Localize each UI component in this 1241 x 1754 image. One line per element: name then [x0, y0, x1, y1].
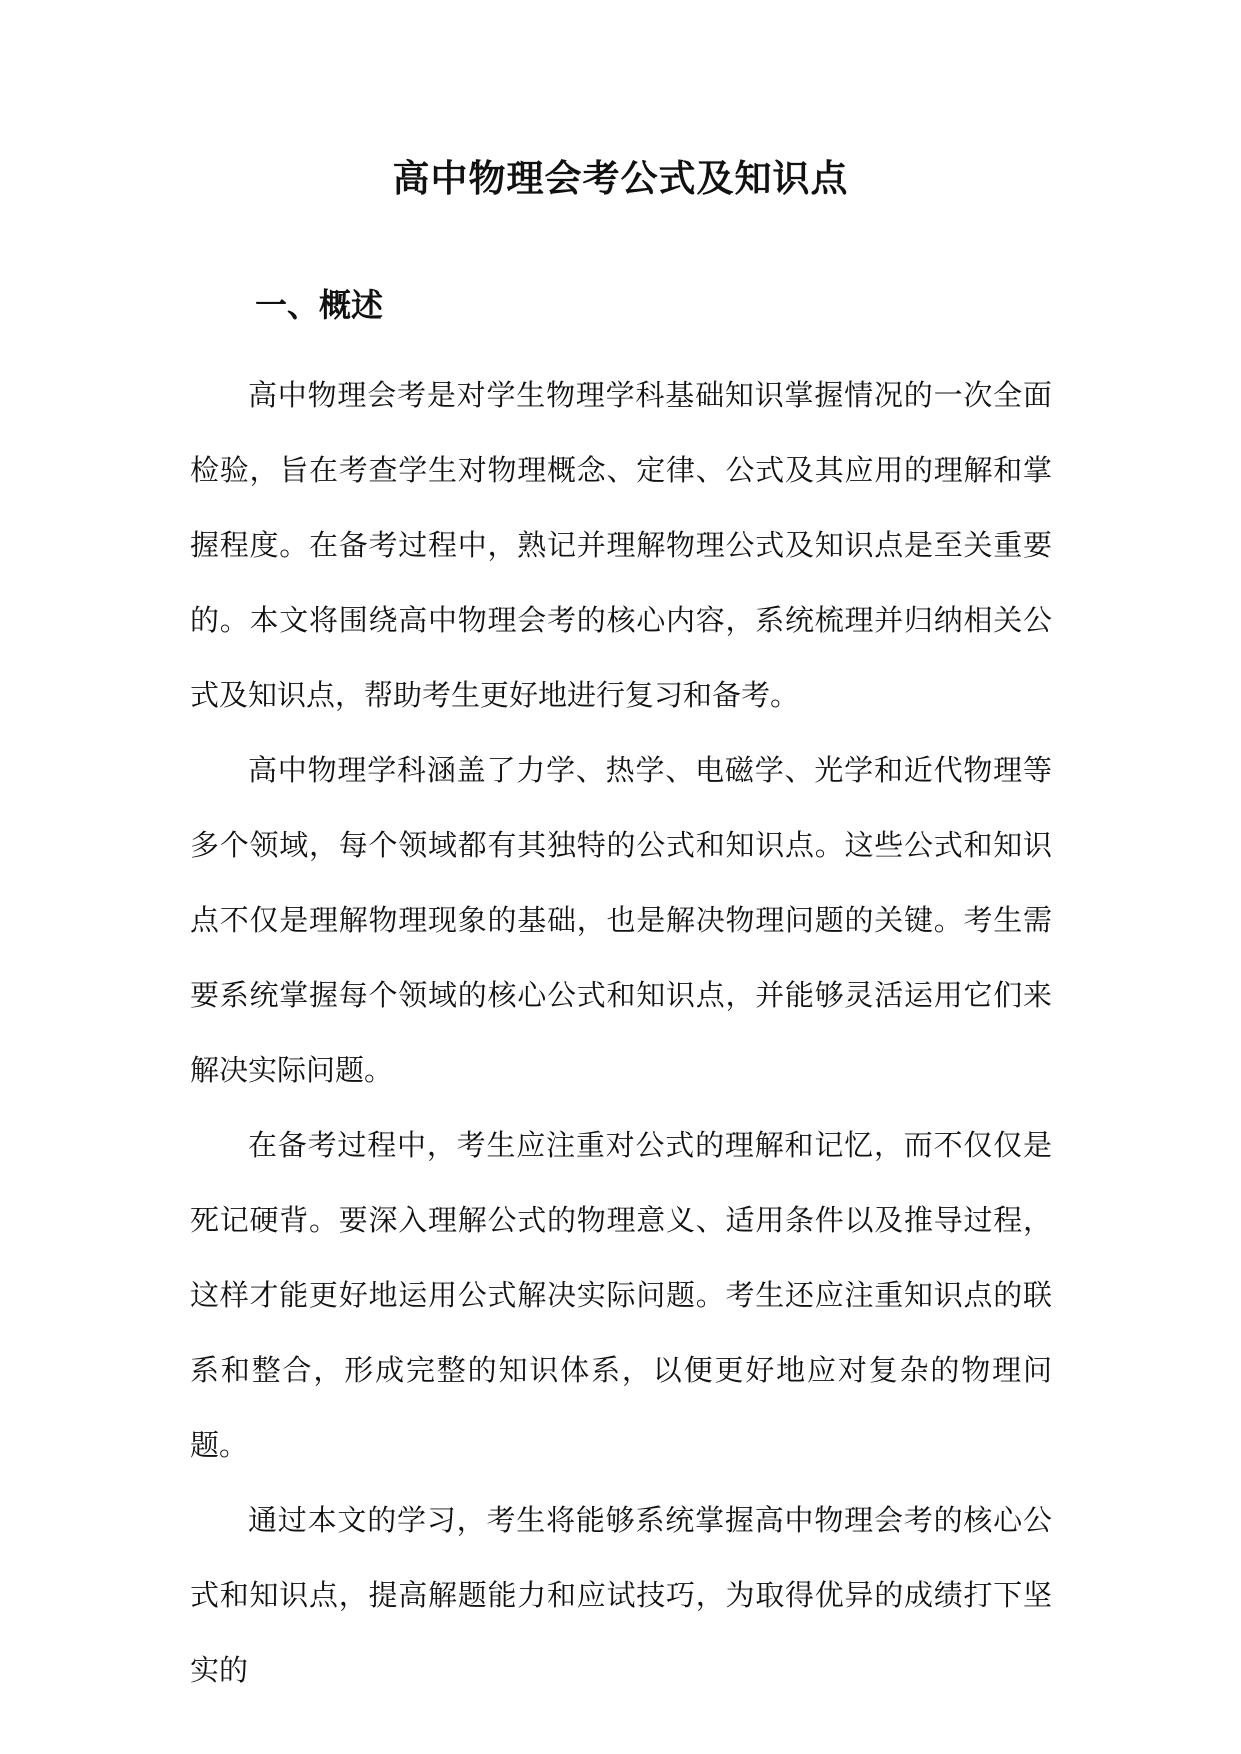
paragraph-4: 通过本文的学习，考生将能够系统掌握高中物理会考的核心公式和知识点，提高解题能力和应试技巧，为取得优异的成绩打下坚实的	[190, 1503, 1052, 1687]
section-heading-overview: 一、概述	[255, 286, 384, 324]
section-body	[190, 358, 1052, 1708]
paragraph-3: 在备考过程中，考生应注重对公式的理解和记忆，而不仅仅是死记硬背。要深入理解公式的物理意义、适用条件以及推导过程，这样才能更好地运用公式解决实际问题。考生还应注重知识点的联系和整合，形成完整的知识体系，以便更好地应对复杂的物理问题。	[190, 1128, 1052, 1462]
paragraph-1: 高中物理会考是对学生物理学科基础知识掌握情况的一次全面检验，旨在考查学生对物理概念、定律、公式及其应用的理解和掌握程度。在备考过程中，熟记并理解物理公式及知识点是至关重要的。本文将围绕高中物理会考的核心内容，系统梳理并归纳相关公式及知识点，帮助考生更好地进行复习和备考。	[190, 378, 1052, 712]
document-title: 高中物理会考公式及知识点	[392, 156, 849, 200]
paragraph-2: 高中物理学科涵盖了力学、热学、电磁学、光学和近代物理等多个领域，每个领域都有其独特的公式和知识点。这些公式和知识点不仅是理解物理现象的基础，也是解决物理问题的关键。考生需要系统掌握每个领域的核心公式和知识点，并能够灵活运用它们来解决实际问题。	[190, 753, 1052, 1087]
